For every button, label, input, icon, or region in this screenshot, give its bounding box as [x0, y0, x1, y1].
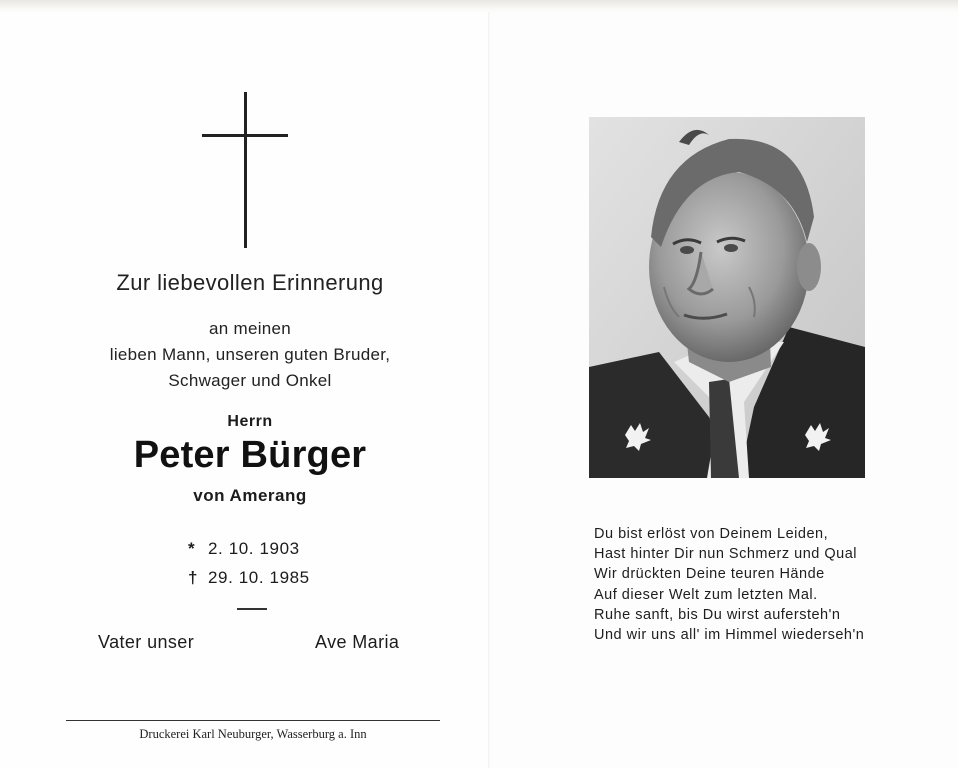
death-date: 29. 10. 1985: [208, 568, 310, 587]
birth-date: 2. 10. 1903: [208, 539, 300, 558]
card-top-edge: [0, 0, 958, 12]
death-date-line: [188, 568, 310, 588]
salutation: Herrn: [227, 413, 273, 430]
poem-line: Ruhe sanft, bis Du wirst aufersteh'n: [594, 606, 841, 623]
poem-line: Hast hinter Dir nun Schmerz und Qual: [594, 546, 857, 563]
dedication-line: an meinen: [208, 319, 292, 338]
deceased-origin: von Amerang: [193, 486, 307, 505]
death-dagger-icon: †: [188, 568, 199, 587]
poem: [594, 524, 864, 645]
birth-date-line: [188, 539, 300, 559]
separator-dash: [237, 608, 267, 610]
memorial-heading: Zur liebevollen Erinnerung: [116, 270, 384, 295]
prayer-vater-unser: Vater unser: [98, 632, 195, 652]
footer-rule: [66, 720, 440, 721]
poem-line: Auf dieser Welt zum letzten Mal.: [594, 586, 818, 603]
dedication-line: Schwager und Onkel: [168, 371, 332, 390]
deceased-name: Peter Bürger: [133, 434, 367, 476]
portrait-photo: [589, 117, 865, 478]
cross-horizontal-bar: [202, 134, 288, 137]
printer-credit: Druckerei Karl Neuburger, Wasserburg a. Inn: [139, 727, 367, 741]
cross-vertical-bar: [244, 92, 247, 248]
prayer-ave-maria: Ave Maria: [315, 632, 400, 652]
poem-line: Wir drückten Deine teuren Hände: [594, 566, 825, 583]
poem-line: Du bist erlöst von Deinem Leiden,: [594, 526, 829, 542]
birth-star-icon: *: [188, 539, 196, 558]
cross-icon: [200, 92, 290, 248]
dedication-line: lieben Mann, unseren guten Bruder,: [109, 345, 391, 364]
poem-line: Und wir uns all' im Himmel wiederseh'n: [594, 627, 865, 644]
